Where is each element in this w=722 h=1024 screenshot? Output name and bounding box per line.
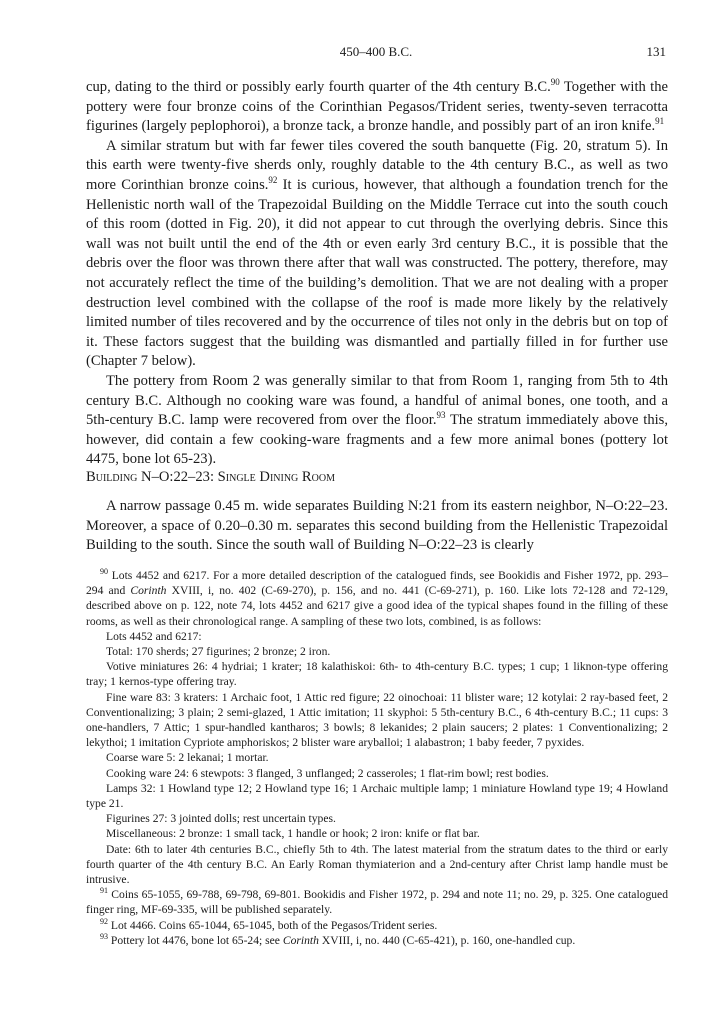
- footnote-lots: Lots 4452 and 6217:: [106, 629, 202, 643]
- footnote-votive: Votive miniatures 26: 4 hydriai; 1 krater; 18 kalathiskoi: 6th- to 4th-century B.C. types; 1 cup; 1 liknon-type offering tray; 1 kernos-type offering tray.: [86, 660, 668, 689]
- footnote-fine-ware: Fine ware 83: 3 kraters: 1 Archaic foot, 1 Attic red figure; 22 oinochoai: 11 blister ware; 12 kotylai: 2 ray-based feet, 2 Conventionalizing; 3 plain; 2 semi-glazed, 1 Attic imitation; 11 skyphoi: 5 5th-century B.C., 6 4th-century B.C.; 11 cups: 3 one-handlers, 7 Attic; 1 spur-handled kantharos; 3 bowls; 8 lekanides; 2 plain saucers; 2 plates: 1 Conventionalizing; 2 lekythoi; 1 imitation Cypriote amphoriskos; 2 blister ware aryballoi; 1 alabastron; 1 baby feeder, 7 pyxides.: [86, 690, 668, 750]
- footnote-91: $^{91}$ Coins 65-1055, 69-788, 69-798, 69-801. Bookidis and Fisher 1972, p. 294 and note 11; no. 29, p. 325. One catalogued finger ring, MF-69-335, will be published separately.: [86, 886, 668, 917]
- footnote-90: $^{90}$ Lots 4452 and 6217. For a more detailed description of the catalogued finds, see Bookidis and Fisher 1972, pp. 293–294 and Corinth XVIII, i, no. 402 (C-69-270), p. 156, and no. 441 (C-69-271), p. 160. Like lots 72-128 and 72-129, described above on p. 122, note 74, lots 4452 and 6217 give a good idea of the typical shapes found in the filling of these rooms, as well as their chronological range. A sampling of these two lots, combined, is as follows:: [86, 567, 668, 628]
- footnotes: [86, 568, 668, 948]
- footnote-total: Total: 170 sherds; 27 figurines; 2 bronze; 2 iron.: [106, 645, 331, 659]
- paragraph-4: A narrow passage 0.45 m. wide separates Building N:21 from its eastern neighbor, N–O:22–23. Moreover, a space of 0.20–0.30 m. separates this second building from the Hellenistic Trapezoidal Building to the south. Since the south wall of Building N–O:22–23 is clearly: [86, 498, 668, 554]
- paragraph-1: cup, dating to the third or possibly early fourth quarter of the 4th century B.C.$^{90}$ Together with the pottery were four bronze coins of the Corinthian Pegasos/Trident series, twenty-seven terracotta figurines (largely peplophoroi), a bronze tack, a bronze handle, and possibly part of an iron knife.$^{91}$: [86, 77, 668, 135]
- footnote-coarse-ware: Coarse ware 5: 2 lekanai; 1 mortar.: [106, 751, 269, 765]
- running-header: [86, 44, 666, 62]
- section-text: [86, 497, 668, 556]
- footnote-ref-91[interactable]: 91: [655, 116, 665, 127]
- page-number: 131: [646, 44, 666, 59]
- footnote-cooking-ware: Cooking ware 24: 6 stewpots: 3 flanged, 3 unflanged; 2 casseroles; 1 flat-rim bowl; rest bodies.: [106, 766, 549, 780]
- paragraph-3: The pottery from Room 2 was generally similar to that from Room 1, ranging from 5th to 4th century B.C. Although no cooking ware was found, a handful of animal bones, one tooth, and a 5th-century B.C. lamp were recovered from over the floor.$^{93}$ The stratum immediately above this, however, did contain a few cooking-ware fragments and a few more animal bones (pottery lot 4475, bone lot 65-23).: [86, 372, 668, 468]
- footnote-ref-90[interactable]: 90: [550, 77, 560, 88]
- footnote-date: Date: 6th to later 4th centuries B.C., chiefly 5th to 4th. The latest material from the stratum dates to the third or early fourth quarter of the 4th century B.C. An Early Roman thymiaterion and a 2nd-century after Christ lamp handle must be intrusive.: [86, 842, 668, 887]
- header-title: 450–400 B.C.: [339, 44, 413, 59]
- section-heading: Building N–O:22–23: Single Dining Room: [86, 469, 335, 485]
- footnote-lamps: Lamps 32: 1 Howland type 12; 2 Howland type 16; 1 Archaic multiple lamp; 1 miniature Howland type 19; 4 Howland type 21.: [86, 781, 668, 811]
- paragraph-2: A similar stratum but with far fewer tiles covered the south banquette (Fig. 20, stratum 5). In this earth were twenty-five sherds only, roughly datable to the 4th century B.C., as well as two more Corinthian bronze coins.$^{92}$ It is curious, however, that although a foundation trench for the Hellenistic north wall of the Trapezoidal Building on the Middle Terrace cut into the south couch of this room (dotted in Fig. 20), it did not appear to cut through the overlying debris. Since this wall was not built until the end of the 4th or even early 3rd century B.C., it is possible that the debris over the floor was thrown there after that wall was constructed. The pottery, therefore, may not accurately reflect the time of the building’s demolition. That we are not dealing with a proper destruction level combined with the collapse of the roof is made more likely by the relatively limited number of tiles recovered and by the occurrence of tiles not only in the debris but on top of it. These factors suggest that the building was dismantled and partially filled in for further use (Chapter 7 below).: [86, 137, 668, 370]
- footnote-92: $^{92}$ Lot 4466. Coins 65-1044, 65-1045, both of the Pegasos/Trident series.: [100, 916, 438, 932]
- main-text: [86, 78, 668, 470]
- footnote-ref-93[interactable]: 93: [436, 410, 446, 421]
- footnote-93: $^{93}$ Pottery lot 4476, bone lot 65-24; see Corinth XVIII, i, no. 440 (C-65-421), p. 160, one-handled cup.: [100, 932, 576, 947]
- footnote-misc: Miscellaneous: 2 bronze: 1 small tack, 1 handle or hook; 2 iron: knife or flat bar.: [106, 827, 480, 841]
- footnote-figurines: Figurines 27: 3 jointed dolls; rest uncertain types.: [106, 812, 336, 826]
- footnote-ref-92[interactable]: 92: [268, 175, 278, 186]
